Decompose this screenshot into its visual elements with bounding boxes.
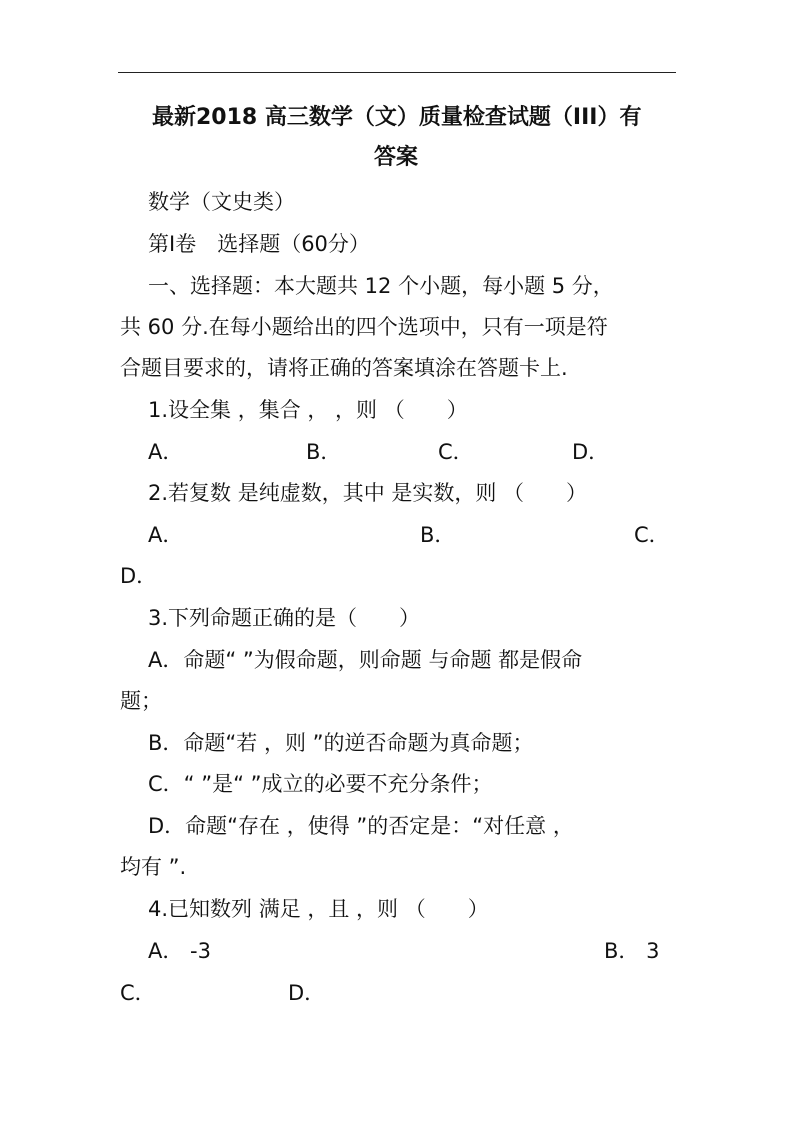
question-4-option-d: D．: [288, 981, 326, 1005]
question-3-stem: 3.下列命题正确的是（ ）: [148, 606, 421, 630]
question-3-option-c: C．“ ”是“ ”成立的必要不充分条件；: [148, 772, 493, 796]
document-title-line-1: 最新2018 高三数学（文）质量检查试题（III）有: [152, 105, 642, 130]
instructions-line-1: 一、选择题：本大题共 12 个小题，每小题 5 分，: [148, 274, 614, 298]
instructions-line-3: 合题目要求的，请将正确的答案填涂在答题卡上.: [120, 356, 568, 380]
question-1-option-a: A．: [148, 440, 184, 464]
question-4-stem: 4.已知数列 满足 ，且 ，则 （ ）: [148, 897, 489, 921]
question-1-option-c: C．: [438, 440, 474, 464]
question-3-option-a-line-2: 题；: [120, 689, 162, 713]
question-1-stem: 1.设全集 ，集合 ， ，则 （ ）: [148, 398, 468, 422]
question-3-option-b: B．命题“若 ，则 ”的逆否命题为真命题；: [148, 731, 534, 755]
document-title-line-2: 答案: [374, 145, 419, 170]
subject-label: 数学（文史类）: [148, 190, 295, 214]
instructions-line-2: 共 60 分.在每小题给出的四个选项中，只有一项是符: [120, 315, 608, 339]
question-4-option-c: C．: [120, 981, 156, 1005]
question-3-option-a-line-1: A．命题“ ”为假命题，则命题 与命题 都是假命: [148, 648, 583, 672]
question-3-option-d-line-2: 均有 ”.: [120, 855, 187, 879]
question-2-option-c: C．: [634, 523, 670, 547]
section-heading: 第Ⅰ卷 选择题（60分）: [148, 232, 370, 256]
question-2-option-b: B．: [420, 523, 456, 547]
question-1-option-b: B．: [306, 440, 342, 464]
question-2-option-d: D．: [120, 564, 158, 588]
header-rule: [118, 72, 676, 73]
question-4-option-b: B． 3: [604, 939, 660, 963]
question-4-option-a: A． -3: [148, 939, 211, 963]
question-2-stem: 2.若复数 是纯虚数，其中 是实数，则 （ ）: [148, 481, 588, 505]
question-2-option-a: A．: [148, 523, 184, 547]
question-3-option-d-line-1: D．命题“存在 ，使得 ”的否定是：“对任意 ，: [148, 814, 574, 838]
question-1-option-d: D．: [572, 440, 610, 464]
